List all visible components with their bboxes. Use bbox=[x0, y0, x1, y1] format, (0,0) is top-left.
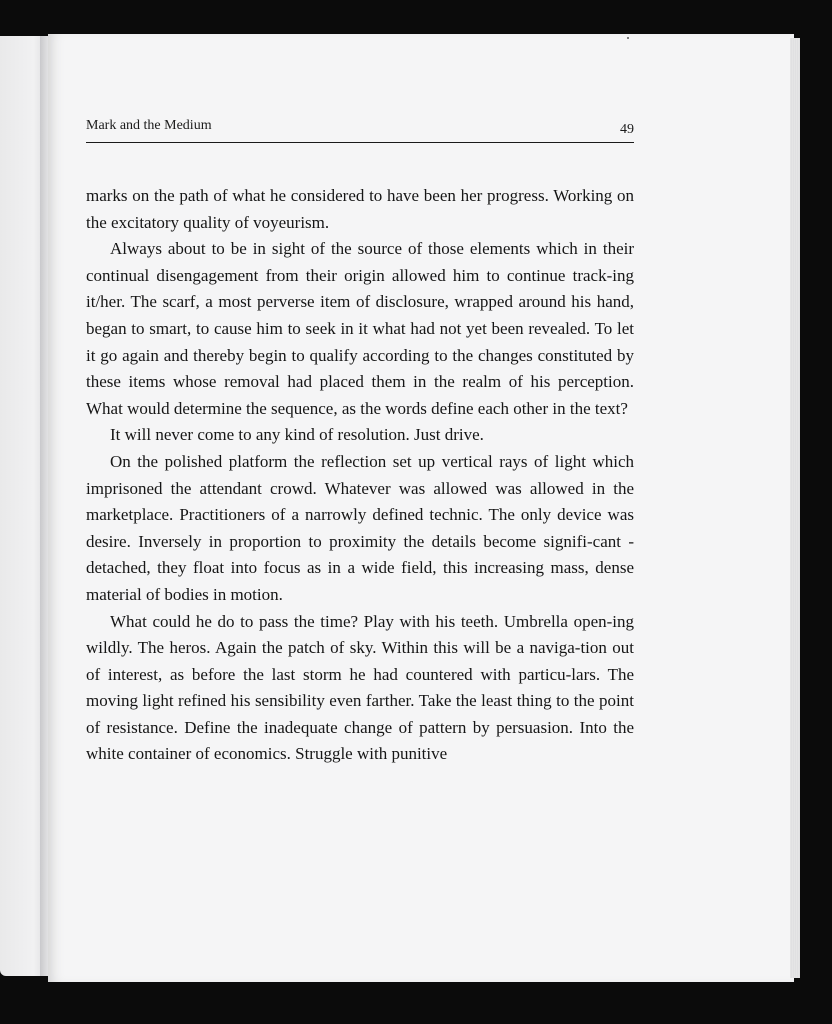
running-header bbox=[86, 114, 634, 143]
running-title: Mark and the Medium bbox=[86, 118, 212, 133]
paragraph: It will never come to any kind of resolution. Just drive. bbox=[110, 425, 484, 445]
paragraph: marks on the path of what he considered to have been her progress. Working on the excitatory quality of voyeurism. bbox=[86, 186, 634, 232]
paragraph: On the polished platform the reflection set up vertical rays of light which imprisoned the attendant crowd. Whatever was allowed was allowed in the marketplace. Practitioners of a narrowly defined technic. The only device was desire. Inversely in proportion to proximity the details become signifi-cant - detached, they float into focus as in a wide field, this increasing mass, dense material of bodies in motion. bbox=[86, 451, 634, 604]
paragraph: Always about to be in sight of the source of those elements which in their continual disengagement from their origin allowed him to continue track-ing it/her. The scarf, a most perverse item of disclosure, wrapped around his hand, began to smart, to cause him to seek in it what had not yet been revealed. To let it go again and thereby begin to qualify according to the changes constituted by these items whose removal had placed them in the realm of his perception. What would determine the sequence, as the words define each other in the text? bbox=[86, 239, 634, 418]
page-edges bbox=[790, 38, 800, 978]
paragraph: What could he do to pass the time? Play with his teeth. Umbrella open-ing wildly. The heros. Again the patch of sky. Within this will be a naviga-tion out of interest, as before the last storm he had countered with particu-lars. The moving light refined his sensibility even farther. Take the least thing to the point of resistance. Define the inadequate change of pattern by persuasion. Into the white container of economics. Struggle with punitive bbox=[86, 611, 634, 764]
paper-speck bbox=[627, 37, 629, 39]
body-text bbox=[86, 183, 634, 768]
page-number: 49 bbox=[620, 122, 634, 137]
